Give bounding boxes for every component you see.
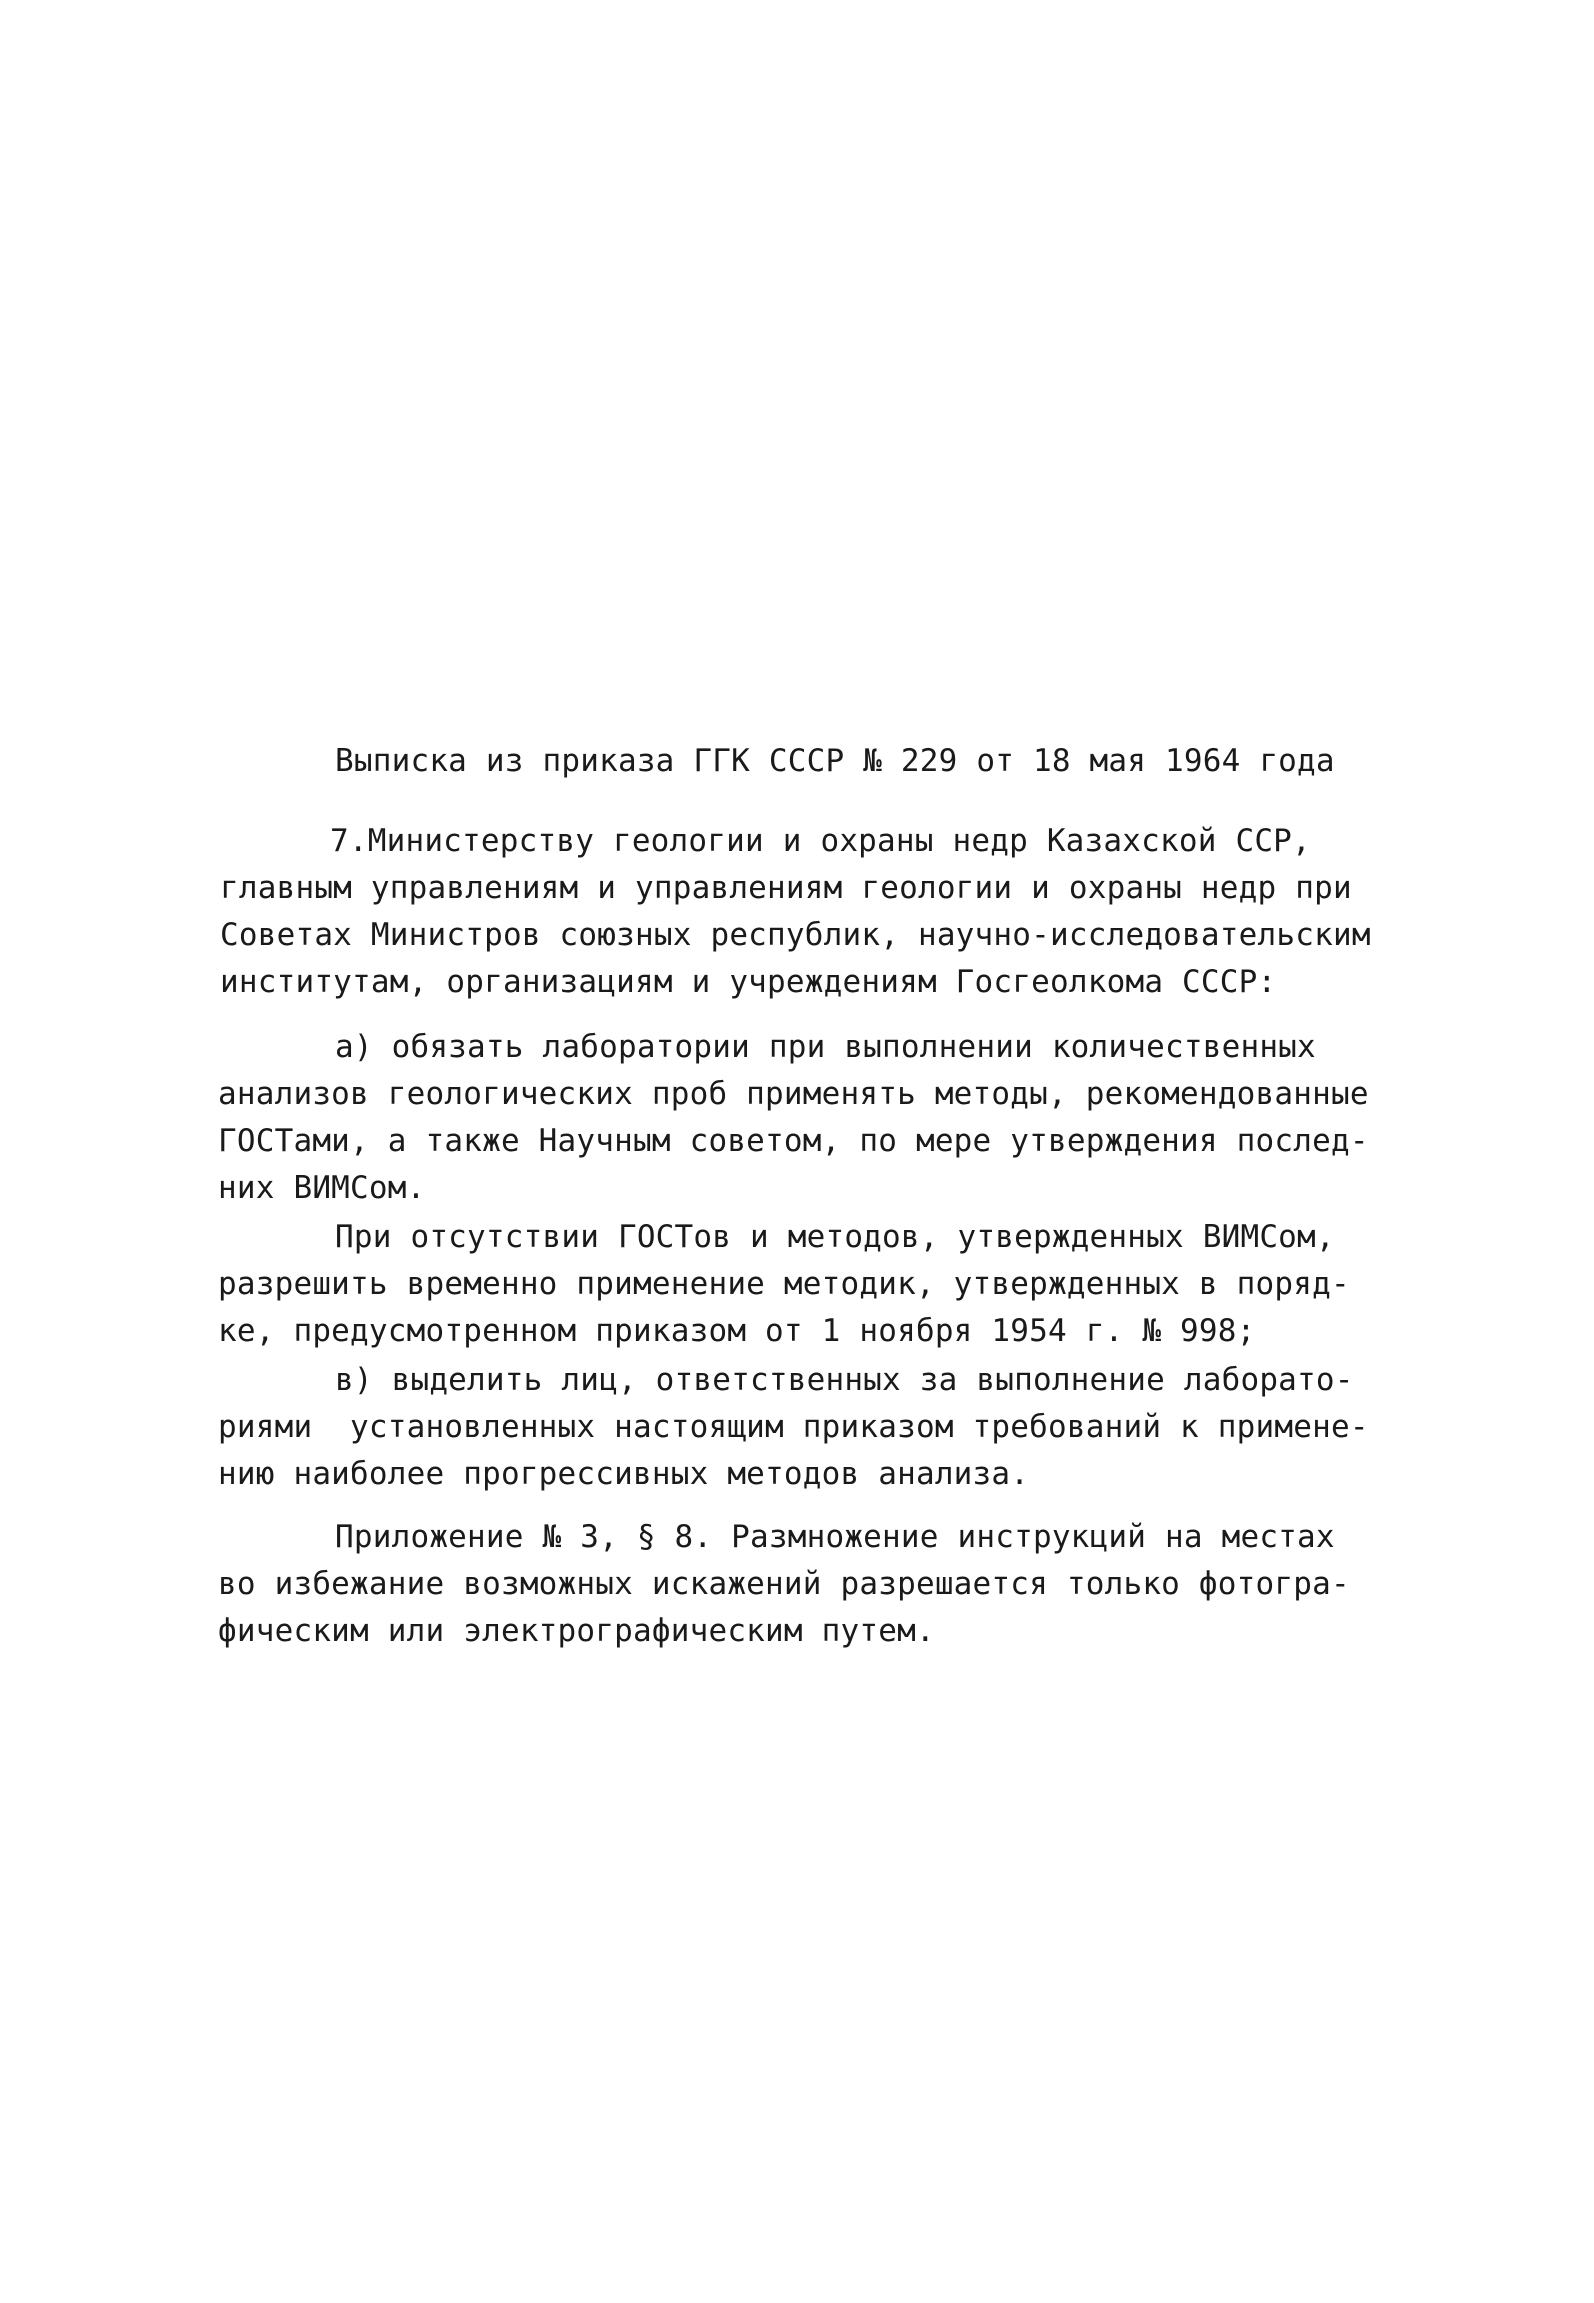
paragraph-7-line-1: 7.Министерству геологии и охраны недр Казахской ССР, bbox=[330, 823, 1311, 859]
item-a-line-2: анализов геологических проб применять методы, рекомендованные bbox=[218, 1076, 1369, 1112]
appendix-line-2: во избежание возможных искажений разрешается только фотогра- bbox=[218, 1566, 1350, 1602]
item-a-line-4: них ВИМСом. bbox=[218, 1170, 426, 1206]
item-a-line-3: ГОСТами, а также Научным советом, по мере утверждения послед- bbox=[218, 1123, 1369, 1159]
paragraph-7-line-2: главным управлениям и управлениям геологии и охраны недр при bbox=[220, 870, 1352, 906]
item-v-line-3: нию наиболее прогрессивных методов анализа. bbox=[218, 1456, 1030, 1492]
document-title: Выписка из приказа ГГК СССР № 229 от 18 мая 1964 года bbox=[335, 743, 1335, 779]
absence-paragraph-line-3: ке, предусмотренном приказом от 1 ноября 1954 г. № 998; bbox=[218, 1313, 1256, 1349]
absence-paragraph-line-2: разрешить временно применение методик, утвержденных в поряд- bbox=[218, 1266, 1350, 1302]
item-v-line-1: в) выделить лиц, ответственных за выполнение лаборато- bbox=[335, 1362, 1354, 1398]
item-v-line-2: риями установленных настоящим приказом требований к примене- bbox=[218, 1409, 1369, 1445]
item-a-line-1: а) обязать лаборатории при выполнении количественных bbox=[335, 1029, 1316, 1065]
appendix-line-3: фическим или электрографическим путем. bbox=[218, 1613, 935, 1649]
absence-paragraph-line-1: При отсутствии ГОСТов и методов, утвержденных ВИМСом, bbox=[335, 1219, 1335, 1255]
appendix-line-1: Приложение № 3, § 8. Размножение инструкций на местах bbox=[335, 1519, 1335, 1555]
paragraph-7-line-3: Советах Министров союзных республик, научно-исследовательским bbox=[220, 917, 1371, 953]
paragraph-7-line-4: институтам, организациям и учреждениям Госгеолкома СССР: bbox=[220, 964, 1277, 1000]
